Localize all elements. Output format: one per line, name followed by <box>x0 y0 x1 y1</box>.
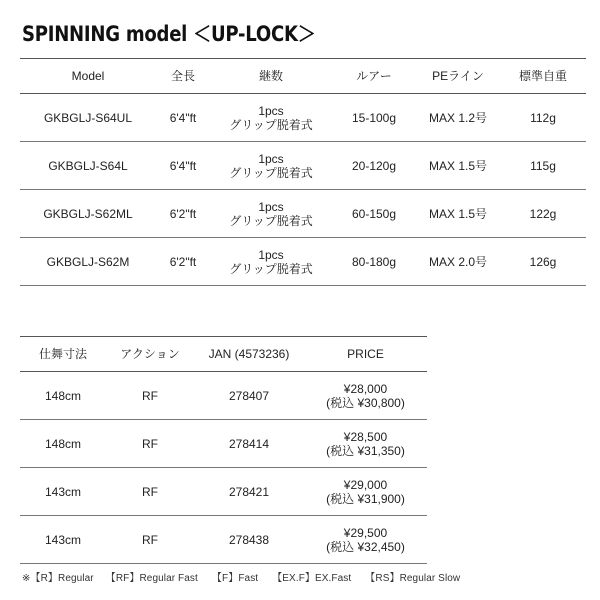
header-lure: ルアー <box>332 59 416 94</box>
closed-length-cell: 143cm <box>20 516 106 564</box>
header-jan: JAN (4573236) <box>194 337 304 372</box>
lure-cell: 60-150g <box>332 190 416 238</box>
price-cell <box>304 372 427 420</box>
pieces-value: 1pcs <box>258 199 284 214</box>
pieces-value: 1pcs <box>258 247 284 262</box>
header-closed-length: 仕舞寸法 <box>20 337 106 372</box>
pieces-cell <box>210 94 332 142</box>
model-cell: GKBGLJ-S64UL <box>20 94 156 142</box>
price-table <box>20 336 427 564</box>
action-legend <box>22 569 474 584</box>
header-pe-line: PEライン <box>416 59 500 94</box>
header-model: Model <box>20 59 156 94</box>
legend-item-fast: 【F】Fast <box>211 573 259 584</box>
price-tax-value: (税込 ¥30,800) <box>326 395 405 410</box>
price-header-row <box>20 337 427 372</box>
lure-cell: 15-100g <box>332 94 416 142</box>
table-row <box>20 468 427 516</box>
header-price: PRICE <box>304 337 427 372</box>
table-row <box>20 372 427 420</box>
model-cell: GKBGLJ-S64L <box>20 142 156 190</box>
weight-cell: 126g <box>500 238 586 286</box>
pieces-value: 1pcs <box>258 103 284 118</box>
legend-item-regular: ※【R】Regular <box>22 573 94 584</box>
table-row <box>20 238 586 286</box>
action-cell: RF <box>106 372 194 420</box>
length-cell: 6'4"ft <box>156 142 210 190</box>
jan-cell: 278438 <box>194 516 304 564</box>
price-tax-value: (税込 ¥31,900) <box>326 491 405 506</box>
closed-length-cell: 148cm <box>20 420 106 468</box>
spec-table <box>20 58 586 286</box>
closed-length-cell: 148cm <box>20 372 106 420</box>
header-length: 全長 <box>156 59 210 94</box>
jan-cell: 278421 <box>194 468 304 516</box>
pe-cell: MAX 1.5号 <box>416 190 500 238</box>
lure-cell: 80-180g <box>332 238 416 286</box>
price-value: ¥29,000 <box>343 477 388 492</box>
pe-cell: MAX 2.0号 <box>416 238 500 286</box>
page-title: SPINNING model ＜UP-LOCK＞ <box>22 22 316 46</box>
pieces-cell <box>210 142 332 190</box>
pieces-note: グリップ脱着式 <box>229 261 313 276</box>
weight-cell: 115g <box>500 142 586 190</box>
pieces-cell <box>210 238 332 286</box>
jan-cell: 278407 <box>194 372 304 420</box>
table-row <box>20 420 427 468</box>
table-row <box>20 190 586 238</box>
price-cell <box>304 516 427 564</box>
weight-cell: 112g <box>500 94 586 142</box>
price-tax-value: (税込 ¥32,450) <box>326 539 405 554</box>
length-cell: 6'2"ft <box>156 190 210 238</box>
pieces-value: 1pcs <box>258 151 284 166</box>
weight-cell: 122g <box>500 190 586 238</box>
price-value: ¥28,000 <box>343 381 388 396</box>
action-cell: RF <box>106 420 194 468</box>
table-row <box>20 142 586 190</box>
pe-cell: MAX 1.2号 <box>416 94 500 142</box>
header-pieces: 継数 <box>210 59 332 94</box>
legend-item-regular-slow: 【RS】Regular Slow <box>365 573 461 584</box>
action-cell: RF <box>106 516 194 564</box>
jan-cell: 278414 <box>194 420 304 468</box>
price-tax-value: (税込 ¥31,350) <box>326 443 405 458</box>
header-action: アクション <box>106 337 194 372</box>
pieces-note: グリップ脱着式 <box>229 213 313 228</box>
action-cell: RF <box>106 468 194 516</box>
price-cell <box>304 420 427 468</box>
pe-cell: MAX 1.5号 <box>416 142 500 190</box>
spec-header-row <box>20 59 586 94</box>
pieces-note: グリップ脱着式 <box>229 165 313 180</box>
header-weight: 標準自重 <box>500 59 586 94</box>
table-row <box>20 516 427 564</box>
model-cell: GKBGLJ-S62ML <box>20 190 156 238</box>
lure-cell: 20-120g <box>332 142 416 190</box>
legend-item-regular-fast: 【RF】Regular Fast <box>105 573 198 584</box>
pieces-cell <box>210 190 332 238</box>
length-cell: 6'4"ft <box>156 94 210 142</box>
table-row <box>20 94 586 142</box>
price-value: ¥28,500 <box>343 429 388 444</box>
legend-item-ex-fast: 【EX.F】EX.Fast <box>272 573 352 584</box>
pieces-note: グリップ脱着式 <box>229 117 313 132</box>
price-value: ¥29,500 <box>343 525 388 540</box>
model-cell: GKBGLJ-S62M <box>20 238 156 286</box>
length-cell: 6'2"ft <box>156 238 210 286</box>
price-cell <box>304 468 427 516</box>
closed-length-cell: 143cm <box>20 468 106 516</box>
